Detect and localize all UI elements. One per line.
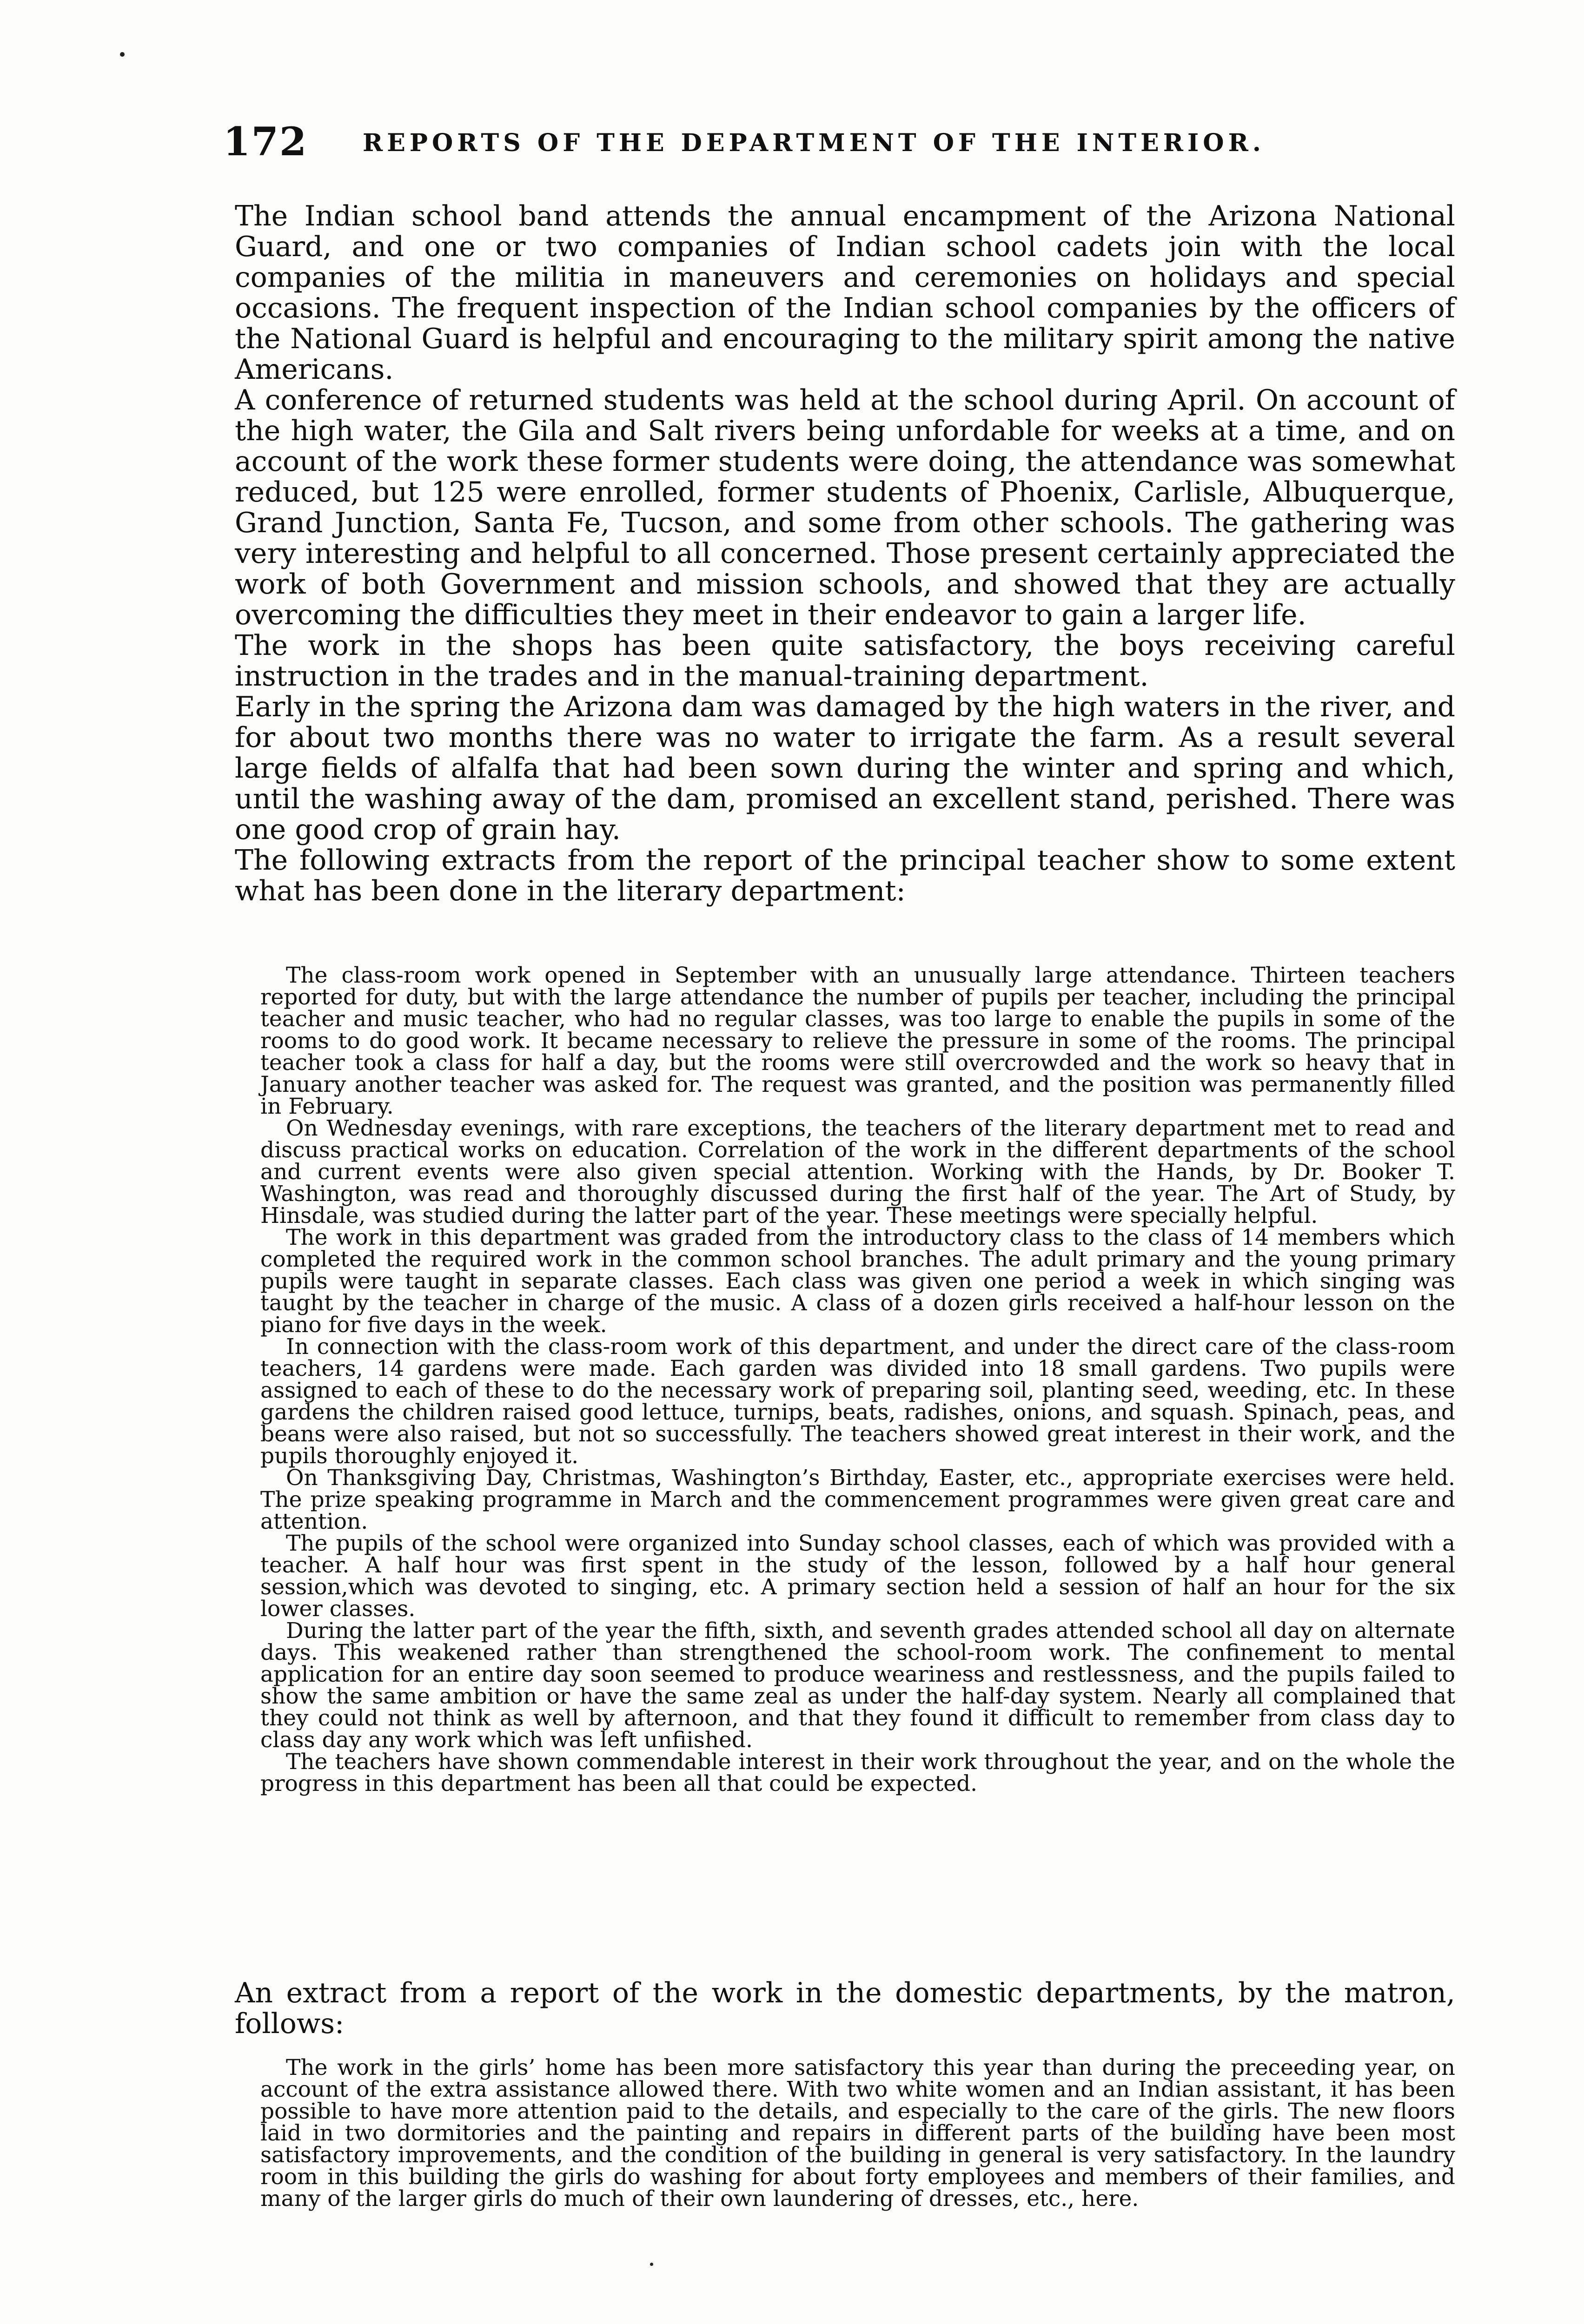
paragraph-class-room-work: The class-room work opened in September with an unusually large attendance. Thirteen teachers reported for duty, but with the large attendance the number of pupils per teacher, including the principal teacher and music teacher, who had no regular classes, was too large to enable the pupils in some of the rooms to do good work. It became necessary to relieve the pressure in some of the rooms. The principal teacher took a class for half a day, but the rooms were still overcrowded and the work so heavy that in January another teacher was asked for. The request was granted, and the position was permanently filled in February. [260,963,1455,1119]
paragraph-sunday-school: The pupils of the school were organized into Sunday school classes, each of which was provided with a teacher. A half hour was first spent in the study of the lesson, followed by a half hour general session,which was devoted to singing, etc. A primary section held a session of half an hour for the six lower classes. [260,1531,1455,1622]
page-number: 172 [223,119,308,165]
matron-extract [260,2057,1455,2210]
paragraph-returned-students-conference: A conference of returned students was held at the school during April. On account of the high water, the Gila and Salt rivers being unfordable for weeks at a time, and on account of the work these former students were doing, the attendance was somewhat reduced, but 125 were enrolled, former students of Phoenix, Carlisle, Albuquerque, Grand Junction, Santa Fe, Tucson, and some from other schools. The gathering was very interesting and helpful to all concerned. Those present certainly appreciated the work of both Government and mission schools, and showed that they are actually overcoming the difficulties they meet in their endeavor to gain a larger life. [235,384,1455,631]
paragraph-dam-damage: Early in the spring the Arizona dam was damaged by the high waters in the river, and for about two months there was no water to irrigate the farm. As a result several large fields of alfalfa that had been sown during the winter and spring and which, until the washing away of the dam, promised an excellent stand, perished. There was one good crop of grain hay. [235,691,1455,846]
scan-speck [650,2263,653,2266]
paragraph-alternate-days: During the latter part of the year the fifth, sixth, and seventh grades attended school all day on alternate days. This weakened rather than strengthened the school-room work. The confinement to mental application for an entire day soon seemed to produce weariness and restlessness, and the pupils failed to show the same ambition or have the same zeal as under the half-day system. Nearly all complained that they could not think as well by afternoon, and that they found it difficult to remember from class day to class day any work which was left unfiished. [260,1618,1455,1753]
paragraph-department-grading: The work in this department was graded from the introductory class to the class of 14 members which completed the required work in the common school branches. The adult primary and the young primary pupils were taught in separate classes. Each class was given one period a week in which singing was taught by the teacher in charge of the music. A class of a dozen girls received a half-hour lesson on the piano for five days in the week. [260,1225,1455,1338]
running-head: REPORTS OF THE DEPARTMENT OF THE INTERIOR. [363,129,1265,157]
paragraph-teachers-interest: The teachers have shown commendable interest in their work throughout the year, and on the whole the progress in this department has been all that could be expected. [260,1749,1455,1796]
main-text-section [235,201,1455,906]
paragraph-band-encampment: The Indian school band attends the annual encampment of the Arizona National Guard, and one or two companies of Indian school cadets join with the local companies of the militia in maneuvers and ceremonies on holidays and special occasions. The frequent inspection of the Indian school companies by the officers of the National Guard is helpful and encouraging to the military spirit among the native Americans. [235,200,1455,386]
paragraph-domestic-extract-intro: An extract from a report of the work in the domestic departments, by the matron, follows: [235,1977,1455,2040]
paragraph-holiday-exercises: On Thanksgiving Day, Christmas, Washington’s Birthday, Easter, etc., appropriate exercises were held. The prize speaking programme in March and the commencement programmes were given great care and attention. [260,1465,1455,1534]
paragraph-wednesday-evenings: On Wednesday evenings, with rare exceptions, the teachers of the literary department met to read and discuss practical works on education. Correlation of the work in the different departments of the school and current events were also given special attention. Working with the Hands, by Dr. Booker T. Washington, was read and thoroughly discussed during the first half of the year. The Art of Study, by Hinsdale, was studied during the latter part of the year. These meetings were specially helpful. [260,1116,1455,1228]
domestic-intro-section [235,1978,1455,2039]
page-header [223,119,1432,165]
paragraph-gardens: In connection with the class-room work of this department, and under the direct care of the class-room teachers, 14 gardens were made. Each garden was divided into 18 small gardens. Two pupils were assigned to each of these to do the necessary work of preparing soil, planting seed, weeding, etc. In these gardens the children raised good lettuce, turnips, beats, radishes, onions, and squash. Spinach, peas, and beans were also raised, but not so successfully. The teachers showed great interest in their work, and the pupils thoroughly enjoyed it. [260,1334,1455,1469]
paragraph-extracts-intro: The following extracts from the report of the principal teacher show to some extent what has been done in the literary department: [235,844,1455,907]
principal-teacher-extract [260,964,1455,1795]
scan-speck [120,52,125,57]
paragraph-shop-work: The work in the shops has been quite satisfactory, the boys receiving careful instruction in the trades and in the manual-training department. [235,629,1455,693]
paragraph-girls-home: The work in the girls’ home has been more satisfactory this year than during the preceeding year, on account of the extra assistance allowed there. With two white women and an Indian assistant, it has been possible to have more attention paid to the details, and especially to the care of the girls. The new floors laid in two dormitories and the painting and repairs in different parts of the building have been most satisfactory improvements, and the condition of the building in general is very satisfactory. In the laundry room in this building the girls do washing for about forty employees and members of their families, and many of the larger girls do much of their own laundering of dresses, etc., here. [260,2055,1455,2212]
